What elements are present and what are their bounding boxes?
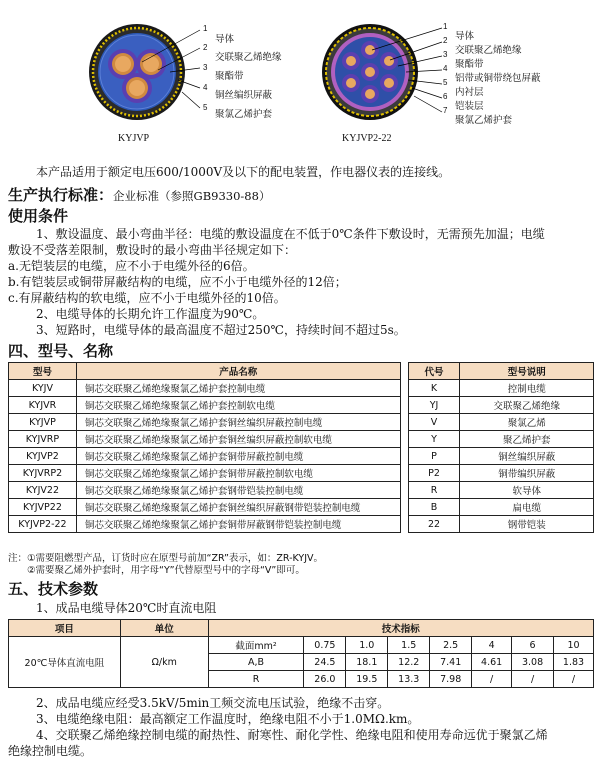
kyjvp-cross-section [82,22,202,122]
table-row [9,414,594,431]
tech-line-4: 4、交联聚乙烯绝缘控制电缆的耐热性、耐寒性、耐化学性、绝缘电阻和使用寿命远优于聚氯乙烯 [36,728,548,742]
tech-sub-1: 1、成品电缆导体20℃时直流电阻 [36,601,217,615]
r-cell: 26.0 [304,671,346,688]
header-item: 项目 [9,620,121,637]
header-code: 代号 [408,363,460,380]
code-cell: 22 [408,516,460,533]
resistance-table [8,619,594,688]
table-row [9,499,594,516]
usage-line-7: 3、短路时，电缆导体的最高温度不超过250℃，持续时间不超过5s。 [36,323,406,337]
model-cell: KYJVR [9,397,77,414]
code-cell: V [408,414,460,431]
ab-cell: 3.08 [512,654,554,671]
legend-right-3: 聚酯带 [455,59,484,70]
ab-label: A,B [208,654,304,671]
model-cell: KYJV22 [9,482,77,499]
resistance-header-row [9,620,594,637]
code-desc-cell: 聚乙烯护套 [460,431,594,448]
ab-cell: 4.61 [472,654,512,671]
r-cell: 19.5 [346,671,388,688]
model-cell: KYJVP2 [9,448,77,465]
tech-line-2: 2、成品电缆应经受3.5kV/5min工频交流电压试验，绝缘不击穿。 [36,696,390,710]
models-body [9,380,594,533]
header-code-desc: 型号说明 [460,363,594,380]
r-cell: / [472,671,512,688]
model-cell: KYJVRP2 [9,465,77,482]
cable-diagrams [0,0,600,150]
code-cell: P2 [408,465,460,482]
section-cell: 4 [472,637,512,654]
legend-left-1: 导体 [215,34,235,45]
code-cell: YJ [408,397,460,414]
product-name-cell: 铜芯交联聚乙烯绝缘聚氯乙烯护套铜带屏蔽控制电缆 [76,448,400,465]
model-cell: KYJVP22 [9,499,77,516]
callout-r3: 3 [443,50,448,59]
usage-line-6: 2、电缆导体的长期允许工作温度为90℃。 [36,307,265,321]
callout-2: 2 [203,43,208,52]
header-spec: 技术指标 [208,620,593,637]
legend-right-2: 交联聚乙烯绝缘 [455,45,522,56]
callout-r2: 2 [443,36,448,45]
callout-5: 5 [203,103,208,112]
caption-kyjvp2-22: KYJVP2-22 [342,133,392,144]
code-desc-cell: 钢带铠装 [460,516,594,533]
usage-line-1: 1、敷设温度、最小弯曲半径：电缆的敷设温度在不低于0℃条件下敷设时，无需预先加温；电缆 [36,227,545,241]
code-desc-cell: 软导体 [460,482,594,499]
tech-line-5: 绝缘控制电缆。 [8,744,93,758]
table-row [9,482,594,499]
section-cell: 6 [512,637,554,654]
caption-kyjvp: KYJVP [118,133,150,144]
models-table [8,362,594,533]
table-row [9,465,594,482]
code-desc-cell: 铜丝编织屏蔽 [460,448,594,465]
code-cell: P [408,448,460,465]
legend-left-5: 聚氯乙烯护套 [215,109,273,120]
code-cell: K [408,380,460,397]
model-cell: KYJVP2-22 [9,516,77,533]
r-cell: / [512,671,554,688]
callout-r5: 5 [443,78,448,87]
legend-right-1: 导体 [455,31,475,42]
ab-cell: 7.41 [430,654,472,671]
product-name-cell: 铜芯交联聚乙烯绝缘聚氯乙烯护套控制电缆 [76,380,400,397]
section-cell: 1.5 [388,637,430,654]
product-name-cell: 铜芯交联聚乙烯绝缘聚氯乙烯护套铜丝编织屏蔽控制电缆 [76,414,400,431]
ab-cell: 12.2 [388,654,430,671]
code-cell: Y [408,431,460,448]
intro-text: 本产品适用于额定电压600/1000V及以下的配电装置，作电器仪表的连接线。 [36,165,451,179]
code-desc-cell: 铜带编织屏蔽 [460,465,594,482]
r-cell: 13.3 [388,671,430,688]
code-cell: B [408,499,460,516]
product-name-cell: 铜芯交联聚乙烯绝缘聚氯乙烯护套铜带屏蔽钢带铠装控制电缆 [76,516,400,533]
header-product-name: 产品名称 [76,363,400,380]
resistance-unit: Ω/km [120,637,208,688]
ab-cell: 24.5 [304,654,346,671]
callout-r1: 1 [443,22,448,31]
product-name-cell: 铜芯交联聚乙烯绝缘聚氯乙烯护套铜带屏蔽控制软电缆 [76,465,400,482]
table-row [9,397,594,414]
standard-value: 企业标准（参照GB9330-88） [113,189,271,203]
callout-r4: 4 [443,64,448,73]
r-cell: / [554,671,594,688]
usage-line-3: a.无铠装层的电缆，应不小于电缆外径的6倍。 [8,259,255,273]
section-label: 截面mm² [208,637,304,654]
standard-heading [8,184,270,205]
legend-right-6: 铠装层 [455,101,484,112]
code-desc-cell: 扁电缆 [460,499,594,516]
section-cell: 10 [554,637,594,654]
product-name-cell: 铜芯交联聚乙烯绝缘聚氯乙烯护套控制软电缆 [76,397,400,414]
models-header-row [9,363,594,380]
model-cell: KYJVP [9,414,77,431]
product-name-cell: 铜芯交联聚乙烯绝缘聚氯乙烯护套铜丝编织屏蔽控制软电缆 [76,431,400,448]
callout-3: 3 [203,63,208,72]
code-desc-cell: 交联聚乙烯绝缘 [460,397,594,414]
resistance-label: 20℃导体直流电阻 [9,637,121,688]
note-1: 注：①需要阻燃型产品，订货时应在原型号前加“ZR”表示，如：ZR-KYJV。 [8,553,324,564]
ab-cell: 18.1 [346,654,388,671]
legend-left-2: 交联聚乙烯绝缘 [215,52,282,63]
code-desc-cell: 聚氯乙烯 [460,414,594,431]
note-2: ②需要聚乙烯外护套时，用字母“Y”代替原型号中的字母“V”即可。 [8,565,305,576]
usage-line-2: 敷设不受落差限制，敷设时的最小弯曲半径规定如下： [8,243,297,257]
usage-line-4: b.有铠装层或铜带屏蔽结构的电缆，应不小于电缆外径的12倍； [8,275,347,289]
r-cell: 7.98 [430,671,472,688]
product-name-cell: 铜芯交联聚乙烯绝缘聚氯乙烯护套铜丝编织屏蔽钢带铠装控制电缆 [76,499,400,516]
standard-label: 生产执行标准： [8,186,114,204]
section-cell: 2.5 [430,637,472,654]
models-heading: 四、型号、名称 [8,342,114,360]
model-cell: KYJV [9,380,77,397]
callout-r7: 7 [443,106,448,115]
kyjvp2-22-cross-section [320,22,448,122]
section-cell: 1.0 [346,637,388,654]
section-row [9,637,594,654]
legend-right-4: 铝带或铜带绕包屏蔽 [455,73,541,84]
legend-right-5: 内衬层 [455,87,484,98]
tech-line-3: 3、电缆绝缘电阻：最高额定工作温度时，绝缘电阻不小于1.0MΩ.km。 [36,712,420,726]
table-row [9,448,594,465]
table-row [9,516,594,533]
header-unit: 单位 [120,620,208,637]
r-label: R [208,671,304,688]
product-name-cell: 铜芯交联聚乙烯绝缘聚氯乙烯护套钢带铠装控制电缆 [76,482,400,499]
usage-line-5: c.有屏蔽结构的软电缆，应不小于电缆外径的10倍。 [8,291,286,305]
callout-r6: 6 [443,92,448,101]
callout-1: 1 [203,24,208,33]
tech-heading: 五、技术参数 [8,580,99,598]
header-model: 型号 [9,363,77,380]
legend-right-7: 聚氯乙烯护套 [455,115,513,126]
table-row [9,431,594,448]
code-desc-cell: 控制电缆 [460,380,594,397]
legend-left-4: 铜丝编织屏蔽 [215,90,273,101]
ab-cell: 1.83 [554,654,594,671]
code-cell: R [408,482,460,499]
legend-left-3: 聚酯带 [215,71,244,82]
callout-4: 4 [203,83,208,92]
usage-heading: 使用条件 [8,207,69,225]
table-row [9,380,594,397]
model-cell: KYJVRP [9,431,77,448]
section-cell: 0.75 [304,637,346,654]
